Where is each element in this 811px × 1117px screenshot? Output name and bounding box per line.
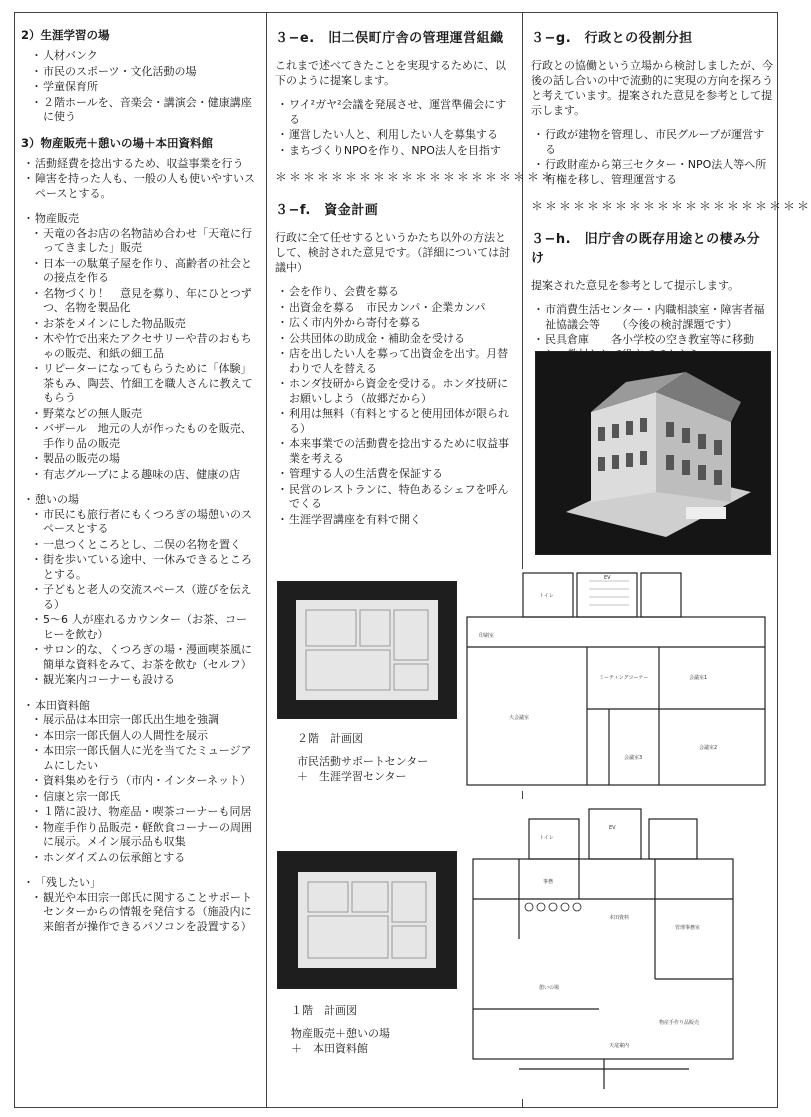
floor1-caption — [291, 1003, 390, 1056]
list-item: ・ 有志グループによる趣味の店、健康の店 — [21, 468, 258, 483]
caption-title: ２階 計画図 — [297, 732, 363, 745]
policy-list — [21, 157, 258, 202]
list-item: ・ 本田宗一郎氏個人に光を当てたミュージアムにしたい — [21, 744, 258, 773]
room-label: 本田資料 — [609, 915, 630, 921]
topic-title: ・ 「残したい」 — [21, 876, 258, 891]
topic-sales — [21, 212, 258, 482]
list-item: ・ 行政が建物を管理し、市民グループが運営する — [531, 128, 773, 157]
list-item: ・ 物産手作り品販売・軽飲食コーナーの周囲に展示。メイン展示品も収集 — [21, 821, 258, 850]
list-item: ・ 民営のレストランに、特色あるシェフを呼んでくる — [275, 483, 516, 512]
list-item: ・ リピーターになってもらうために「体験」茶もみ、陶芸、竹細工を職人さんに教えてもらう — [21, 362, 258, 406]
topic-rest — [21, 493, 258, 688]
room-label: 大会議室 — [509, 715, 530, 721]
list-item: ・ 管理する人の生活費を保証する — [275, 467, 516, 482]
caption-line: ＋ 生涯学習センター — [297, 770, 407, 783]
list-item: ・ 本来事業での活動費を捻出するために収益事業を考える — [275, 437, 516, 466]
list-item: ・ ワイ²ガヤ²会議を発展させ、運営準備会にする — [275, 98, 516, 127]
list-item: ・ 資料集めを行う（市内・インターネット） — [21, 774, 258, 789]
list-3g — [531, 128, 773, 187]
preserve-list — [21, 891, 258, 935]
section-heading-3e: ３−e. 旧二俣町庁舎の管理運営組織 — [275, 31, 504, 46]
intro-3e: これまで述べてきたことを実現するために、以下のように提案します。 — [275, 59, 506, 87]
star-divider: ＊＊＊＊＊＊＊＊＊＊＊＊＊＊＊＊＊＊＊＊ — [531, 199, 811, 213]
list-item: ・ まちづくりNPOを作り、NPO法人を目指す — [275, 144, 516, 159]
list-item: ・ 店を出したい人を募って出資金を出す。月替わりで人を替える — [275, 347, 516, 376]
floor2-plan-drawing — [459, 569, 771, 791]
room-label: 管理事務室 — [675, 925, 701, 931]
room-label: トイレ — [539, 593, 554, 599]
list-item: ・ 市民のスポーツ・文化活動の場 — [21, 65, 258, 80]
list-item: ・ バザール 地元の人が作ったものを販売、手作り品の販売 — [21, 422, 258, 451]
left-column — [15, 13, 267, 1107]
list-item: ・ 障害を持った人も、一般の人も使いやすいスペースとする。 — [21, 172, 258, 201]
room-label: ミーティングコーナー — [599, 675, 649, 681]
list-item: ・ 天竜の各お店の名物詰め合わせ「天竜に行ってきました」販売 — [21, 227, 258, 256]
list-item: ・ 信康と宗一郎氏 — [21, 790, 258, 805]
room-label: 物産手作り品販売 — [659, 1020, 700, 1026]
list-3f — [275, 285, 516, 527]
room-label: 印刷室 — [479, 633, 495, 639]
list-item: ・ 学童保育所 — [21, 80, 258, 95]
room-label: トイレ — [539, 835, 554, 841]
list-item: ・ 一息つくところとし、二俣の名物を置く — [21, 538, 258, 553]
floor2-model-photo — [277, 581, 457, 719]
list-item: ・ 民具倉庫 各小学校の空き教室等に移動 — [531, 333, 773, 362]
museum-list — [21, 713, 258, 865]
section-sales-rest-museum — [21, 135, 258, 202]
list-item: ・ 活動経費を捻出するため、収益事業を行う — [21, 157, 258, 172]
list-item: ・ お茶をメインにした物品販売 — [21, 317, 258, 332]
section-heading-3f: ３−f. 資金計画 — [275, 203, 379, 218]
floor2-caption — [297, 731, 428, 784]
list-item: ・ 日本一の駄菓子屋を作り、高齢者の社会との接点を作る — [21, 257, 258, 286]
list-item: ・ １階に設け、物産品・喫茶コーナーも同居 — [21, 805, 258, 820]
exterior-model-photo — [535, 351, 771, 555]
topic-title: ・ 物産販売 — [21, 212, 258, 227]
caption-line: 市民活動サポートセンター — [297, 755, 429, 768]
rest-list — [21, 508, 258, 688]
list-item: ・ ホンダ技研から資金を受ける。ホンダ技研にお願いしよう（故郷だから） — [275, 377, 516, 406]
sales-list — [21, 227, 258, 483]
list-item: ・ 街を歩いている途中、一休みできるところとする。 — [21, 553, 258, 582]
room-label: 憩いの場 — [539, 985, 560, 991]
star-divider: ＊＊＊＊＊＊＊＊＊＊＊＊＊＊＊＊＊＊＊＊ — [275, 170, 556, 184]
room-label: 事務 — [543, 879, 554, 885]
list-item: ・ 公共団体の助成金・補助金を受ける — [275, 332, 516, 347]
room-label: EV — [604, 575, 611, 581]
list-item: ・ 観光案内コーナーも設ける — [21, 673, 258, 688]
section-heading: 2）生涯学習の場 — [21, 28, 110, 42]
list-item: ・ 市消費生活センター・内職相談室・障害者福祉協議会等 （今後の検討課題です） — [531, 303, 773, 332]
list-item: ・ 市民にも旅行者にもくつろぎの場憩いのスペースとする — [21, 508, 258, 537]
floor1-plan-drawing — [459, 799, 771, 1099]
room-label: EV — [609, 825, 616, 831]
list-3e — [275, 98, 516, 158]
list-item: ・ 野菜などの無人販売 — [21, 407, 258, 422]
list-item: ・ 5〜6 人が座れるカウンター（お茶、コーヒーを飲む） — [21, 613, 258, 642]
list-item: ・ 会を作り、会費を募る — [275, 285, 516, 300]
list-item: ・ 広く市内外から寄付を募る — [275, 316, 516, 331]
list-item: ・ サロン的な、くつろぎの場・漫画喫茶風に簡単な資料をみて、お茶を飲む（セルフ） — [21, 643, 258, 672]
list-item: ・ 行政財産から第三セクター・NPO法人等へ所有権を移し、管理運営する — [531, 158, 773, 187]
caption-line: ＋ 本田資料館 — [291, 1042, 368, 1055]
lifelong-list — [21, 49, 258, 125]
list-item: ・ 本田宗一郎氏個人の人間性を展示 — [21, 729, 258, 744]
room-label: 天竜案内 — [609, 1043, 630, 1049]
list-item: ・ 木や竹で出来たアクセサリーや昔のおもちゃの販売、和紙の細工品 — [21, 332, 258, 361]
list-item: ・ 運営したい人と、利用したい人を募集する — [275, 128, 516, 143]
intro-3h: 提案された意見を参考として提示します。 — [531, 279, 740, 292]
caption-title: １階 計画図 — [291, 1004, 357, 1017]
topic-preserve — [21, 876, 258, 934]
section-heading-3h: ３−h. 旧庁舎の既存用途との棲み分け — [531, 232, 761, 266]
section-lifelong-learning — [21, 27, 258, 125]
list-item: ・ 出資金を募る 市民カンパ・企業カンパ — [275, 301, 516, 316]
intro-3f: 行政に全て任せするというかたち以外の方法として、検討された意見です。（詳細については討議中） — [275, 231, 511, 274]
list-item: ・ 名物づくり！ 意見を募り、年にひとつずつ、名物を製品化 — [21, 287, 258, 316]
list-item: ・ 利用は無料（有料とすると使用団体が限られる） — [275, 407, 516, 436]
list-item: ・ ２階ホールを、音楽会・講演会・健康講座に使う — [21, 96, 258, 125]
list-item: ・ 生涯学習講座を有料で開く — [275, 513, 516, 528]
caption-line: 物産販売＋憩いの場 — [291, 1027, 390, 1040]
list-item: ・ 子どもと老人の交流スペース（遊びを伝える） — [21, 583, 258, 612]
topic-title: ・ 憩いの場 — [21, 493, 258, 508]
intro-3g: 行政との協働という立場から検討しましたが、今後の話し合いの中で流動的に実現の方向を探ろうと考えています。提案された意見を参考として提示します。 — [531, 59, 773, 117]
room-label: 会議室1 — [689, 675, 708, 681]
room-label: 会議室2 — [699, 745, 718, 751]
list-item: ・ 観光や本田宗一郎氏に関することサポートセンターからの情報を発信する（施設内に来館者が操作できるパソコンを設置する） — [21, 891, 258, 935]
list-item: ・ 製品の販売の場 — [21, 452, 258, 467]
list-item: ・ 人材バンク — [21, 49, 258, 64]
document-page — [14, 12, 811, 1108]
list-item: ・ ホンダイズムの伝承館とする — [21, 851, 258, 866]
room-label: 会議室3 — [624, 755, 643, 761]
section-heading: 3）物産販売＋憩いの場＋本田資料館 — [21, 135, 213, 150]
list-item: ・ 展示品は本田宗一郎氏出生地を強調 — [21, 713, 258, 728]
section-heading-3g: ３−g. 行政との役割分担 — [531, 31, 693, 46]
topic-title: ・ 本田資料館 — [21, 699, 258, 714]
topic-museum — [21, 699, 258, 866]
floor1-model-photo — [277, 851, 457, 989]
